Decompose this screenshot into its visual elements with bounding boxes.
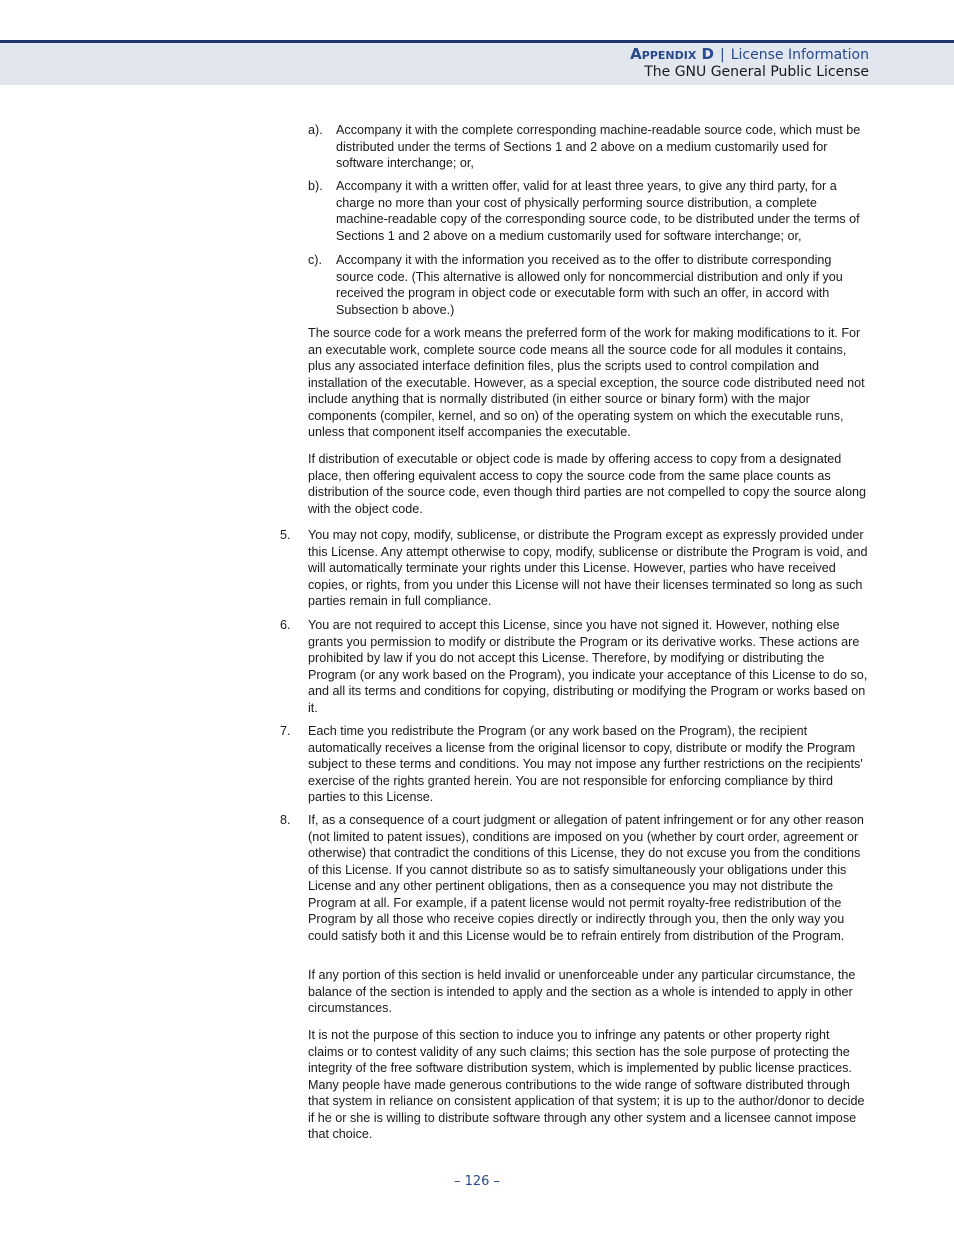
- item-label: a).: [308, 123, 323, 137]
- section-title: License Information: [730, 47, 869, 63]
- numbered-item-6: [280, 617, 870, 716]
- paragraph-source-code: The source code for a work means the preferred form of the work for making modifications to it. For an executable work, complete source code means all the source code for all modules it contains, plus any associated interface definition files, plus the scripts used to control compilation and installation of the executable. However, as a special exception, the source code distributed need not include anything that is normally distributed (in either source or binary form) with the major components (compiler, kernel, and so on) of the operating system on which the executable runs, unless that component itself accompanies the executable.: [308, 326, 865, 439]
- item-number: 7.: [280, 724, 291, 738]
- item-text: You may not copy, modify, sublicense, or distribute the Program except as expressly provided under this License. Any attempt otherwise to copy, modify, sublicense or distribute the Program is void, and will automatically terminate your rights under this License. However, parties who have received copies, or rights, from you under this License will not have their licenses terminated so long as such parties remain in full compliance.: [308, 528, 868, 608]
- item-text: Accompany it with a written offer, valid for at least three years, to give any third party, for a charge no more than your cost of physically performing source distribution, a complete machine-readable copy of the corresponding source code, to be distributed under the terms of Sections 1 and 2 above on a medium customarily used for software interchange; or,: [336, 179, 860, 243]
- item-number: 8.: [280, 813, 291, 827]
- paragraph-purpose: It is not the purpose of this section to induce you to infringe any patents or other property right claims or to contest validity of any such claims; this section has the sole purpose of protecting the integrity of the free software distribution system, which is implemented by public license practices. Many people have made generous contributions to the wide range of software distributed through that system in reliance on consistent application of that system; it is up to the author/donor to decide if he or she is willing to distribute software through any other system and a licensee cannot impose that choice.: [308, 1028, 865, 1141]
- item-text: Accompany it with the complete corresponding machine-readable source code, which must be distributed under the terms of Sections 1 and 2 above on a medium customarily used for software interchange; or,: [336, 123, 861, 170]
- item-text: You are not required to accept this License, since you have not signed it. However, nothing else grants you permission to modify or distribute the Program or its derivative works. These actions are prohibited by law if you do not accept this License. Therefore, by modifying or distributing the Program (or any work based on the Program), you indicate your acceptance of this License to do so, and all its terms and conditions for copying, distributing or modifying the Program or works based on it.: [308, 618, 868, 715]
- sub-item-c: [308, 252, 868, 318]
- paragraph-invalid-portion: If any portion of this section is held invalid or unenforceable under any particular circumstance, the balance of the section is intended to apply and the section as a whole is intended to apply in other circumstances.: [308, 968, 856, 1015]
- numbered-item-7: [280, 723, 870, 806]
- item-text: Accompany it with the information you received as to the offer to distribute corresponding source code. (This alternative is allowed only for noncommercial distribution and only if you received the program in object code or executable form with such an offer, in accord with Subsection b above.): [336, 253, 843, 317]
- appendix-label: Appendix D: [630, 45, 714, 63]
- running-subtitle: The GNU General Public License: [644, 64, 869, 80]
- paragraph-distribution-access: If distribution of executable or object code is made by offering access to copy from a designated place, then offering equivalent access to copy the source code from the same place counts as distribution of the source code, even though third parties are not compelled to copy the source along with the object code.: [308, 452, 866, 516]
- sub-item-a: [308, 122, 868, 172]
- item-text: Each time you redistribute the Program (or any work based on the Program), the recipient automatically receives a license from the original licensor to copy, distribute or modify the Program subject to these terms and conditions. You may not impose any further restrictions on the recipients' exercise of the rights granted herein. You are not responsible for enforcing compliance by third parties to this License.: [308, 724, 863, 804]
- item-label: b).: [308, 179, 323, 193]
- header-separator: |: [720, 47, 725, 63]
- sub-item-b: [308, 178, 868, 244]
- running-header: [630, 45, 869, 63]
- item-number: 6.: [280, 618, 291, 632]
- numbered-item-8: [280, 812, 870, 944]
- page-number: – 126 –: [453, 1174, 501, 1189]
- item-label: c).: [308, 253, 322, 267]
- numbered-item-5: [280, 527, 870, 610]
- item-text: If, as a consequence of a court judgment or allegation of patent infringement or for any other reason (not limited to patent issues), conditions are imposed on you (whether by court order, agreement or otherwise) that contradict the conditions of this License, they do not excuse you from the conditions of this License. If you cannot distribute so as to satisfy simultaneously your obligations under this License and any other pertinent obligations, then as a consequence you may not distribute the Program at all. For example, if a patent license would not permit royalty-free redistribution of the Program by all those who receive copies directly or indirectly through you, then the only way you could satisfy both it and this License would be to refrain entirely from distribution of the Program.: [308, 813, 864, 943]
- item-number: 5.: [280, 528, 291, 542]
